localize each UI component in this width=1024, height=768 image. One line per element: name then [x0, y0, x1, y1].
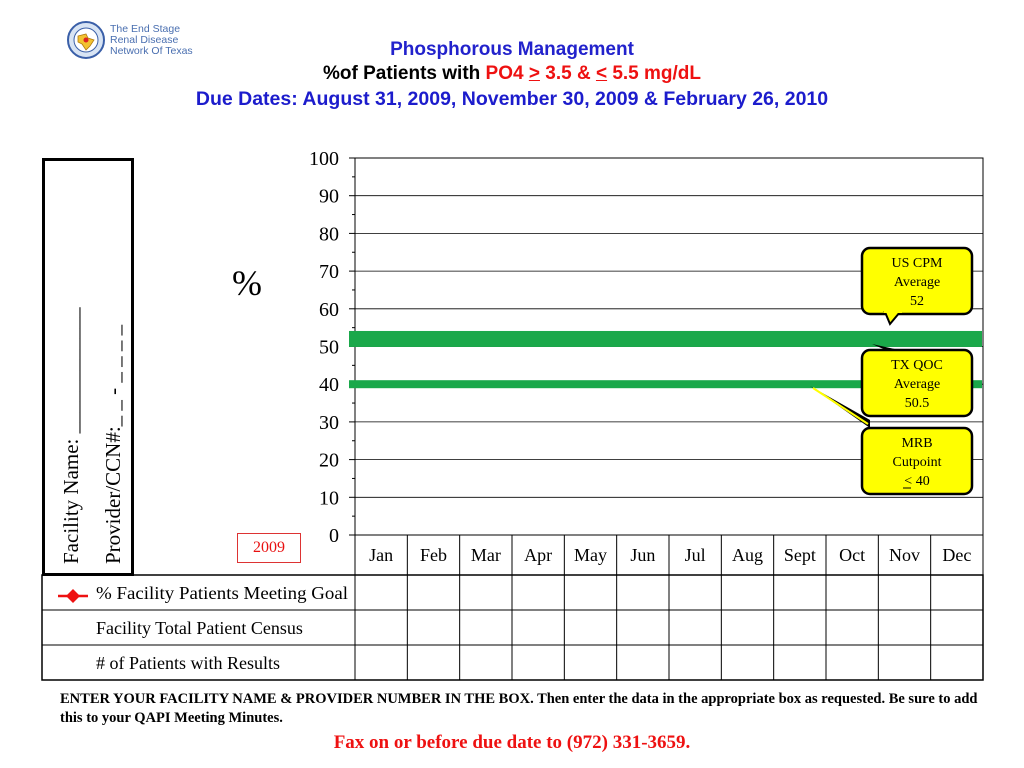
month-label: Apr — [524, 545, 553, 565]
month-label: Mar — [470, 545, 501, 565]
mrb-pointer-fill — [813, 388, 868, 424]
month-label: Feb — [420, 545, 447, 565]
row-label: % Facility Patients Meeting Goal — [96, 583, 348, 603]
y-unit-symbol: % — [232, 263, 262, 303]
y-tick-label: 100 — [309, 148, 339, 170]
instructions-text: ENTER YOUR FACILITY NAME & PROVIDER NUMBER IN THE BOX. Then enter the data in the appropriate box as requested. Be sure to add this to your QAPI Meeting Minutes. — [60, 691, 978, 726]
facility-name-label: Facility Name: ____________ — [59, 307, 83, 564]
callouts — [810, 248, 972, 494]
logo-line: Network Of Texas — [110, 45, 193, 57]
mrb-callout-text: MRB — [901, 436, 933, 451]
y-tick-label: 90 — [319, 185, 339, 208]
us-cpm-callout-text: Average — [893, 275, 941, 290]
logo-line: The End Stage — [110, 23, 181, 35]
y-tick-label: 60 — [319, 298, 339, 321]
month-label: Nov — [889, 545, 920, 565]
tx-qoc-callout-text: Average — [893, 377, 941, 392]
y-tick-label: 0 — [329, 525, 339, 547]
month-label: Jun — [630, 545, 656, 565]
y-tick-label: 40 — [319, 374, 339, 397]
us-cpm-callout-text: 52 — [910, 294, 924, 309]
us-cpm-callout-tail — [885, 312, 900, 324]
subtitle-mid: 3.5 & — [539, 63, 596, 84]
month-label: Aug — [732, 545, 763, 565]
y-tick-label: 30 — [319, 411, 339, 434]
us-cpm-callout-text: US CPM — [891, 256, 943, 271]
tx-qoc-callout-text: TX QOC — [891, 358, 943, 373]
month-label: Sept — [783, 545, 816, 565]
row-label: # of Patients with Results — [96, 653, 280, 673]
month-label: Jul — [684, 545, 706, 565]
mrb-callout-text: Cutpoint — [892, 455, 942, 470]
logo-line: Renal Disease — [110, 34, 179, 46]
subtitle-lte-symbol: < — [595, 63, 608, 84]
subtitle-gte-symbol: > — [528, 63, 540, 84]
month-label: May — [574, 545, 607, 565]
tx-qoc-callout-text: 50.5 — [904, 396, 930, 411]
mrb-callout-text: < 40 — [904, 474, 930, 489]
month-label: Jan — [369, 545, 394, 565]
y-tick-label: 80 — [319, 223, 339, 246]
row-label: Facility Total Patient Census — [96, 618, 303, 638]
subtitle-end: 5.5 mg/dL — [607, 63, 702, 84]
chart-title: Phosphorous Management — [390, 39, 634, 60]
subtitle-prefix: %of Patients with — [322, 63, 486, 84]
y-tick-label: 50 — [319, 336, 339, 359]
y-tick-label: 20 — [319, 449, 339, 472]
y-tick-label: 10 — [319, 487, 339, 510]
y-tick-label: 70 — [319, 261, 339, 284]
subtitle-po4: PO4 — [485, 63, 529, 84]
provider-ccn-label: Provider/CCN#:_ _ - _ _ _ _ — [101, 324, 125, 564]
year-label: 2009 — [237, 533, 301, 563]
reference-line — [349, 331, 982, 347]
month-label: Dec — [942, 545, 972, 565]
us-cpm-callout-tail-join — [884, 309, 902, 313]
legend-diamond-marker — [66, 589, 80, 603]
due-dates: Due Dates: August 31, 2009, November 30, 2009 & February 26, 2010 — [195, 88, 829, 110]
month-label: Oct — [839, 545, 866, 565]
fax-text: Fax on or before due date to (972) 331-3659. — [333, 732, 691, 753]
data-table — [42, 535, 983, 680]
